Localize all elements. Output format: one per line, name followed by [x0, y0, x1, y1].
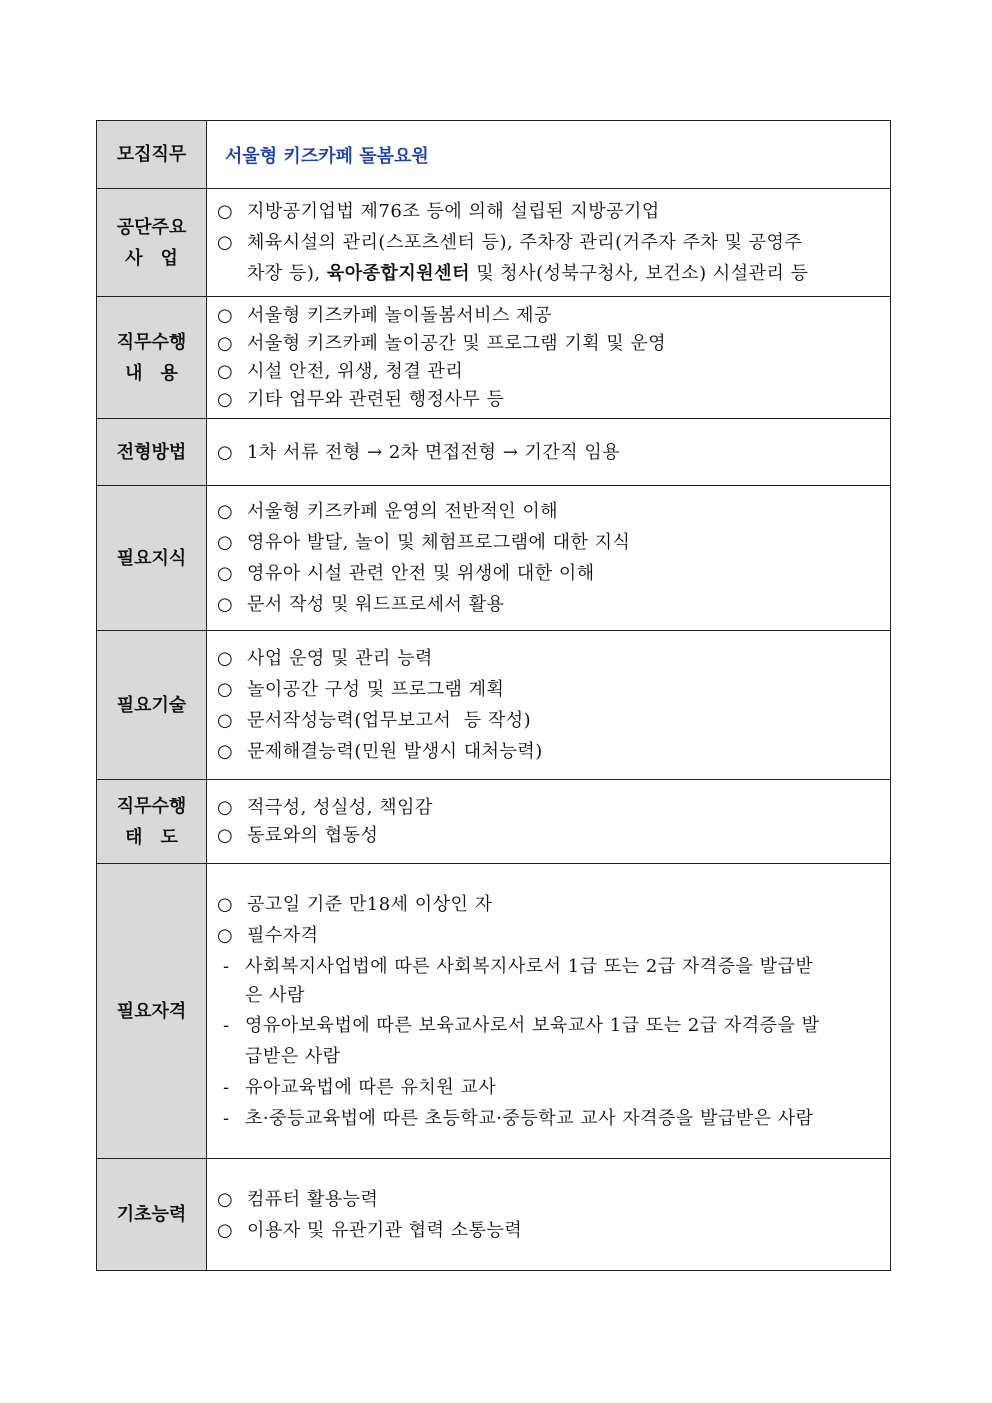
attitude-item: 적극성, 성실성, 책임감: [247, 796, 433, 818]
cell-basic: [207, 1159, 891, 1271]
qualification-sub: 영유아보육법에 따른 보육교사로서 보육교사 1급 또는 2급 자격증을 발: [245, 1014, 820, 1036]
duties-item: 기타 업무와 관련된 행정사무 등: [247, 388, 505, 410]
duties-item: 시설 안전, 위생, 청결 관리: [247, 360, 464, 382]
qualification-sub: 초·중등교육법에 따른 초등학교·중등학교 교사 자격증을 발급받은 사람: [245, 1107, 814, 1129]
header-business-line1: 공단주요: [116, 216, 187, 238]
business-item-1: 지방공기업법 제76조 등에 의해 설립된 지방공기업: [247, 201, 660, 222]
header-qualification: 필요자격: [97, 864, 207, 1159]
cell-selection: [207, 419, 891, 486]
circle-bullet-icon: ○: [217, 388, 234, 410]
duties-item: 서울형 키즈카페 놀이공간 및 프로그램 기획 및 운영: [247, 332, 667, 354]
header-business: [97, 189, 207, 297]
circle-bullet-icon: ○: [217, 1188, 234, 1210]
position-title: 서울형 키즈카페 돌봄요원: [225, 145, 429, 167]
circle-bullet-icon: ○: [217, 201, 234, 222]
list-item-continuation: [217, 258, 880, 289]
list-item: [217, 736, 880, 767]
row-skills: [97, 631, 891, 780]
sub-list-item: [217, 1010, 880, 1041]
row-duties: [97, 297, 891, 419]
list-item: [217, 705, 880, 736]
header-business-line2: 사 업: [125, 247, 178, 269]
header-skills: 필요기술: [97, 631, 207, 780]
list-item: [217, 196, 880, 227]
row-position: [97, 121, 891, 189]
basic-item: 이용자 및 유관기관 협력 소통능력: [247, 1219, 523, 1241]
dash-bullet-icon: -: [223, 1014, 230, 1036]
list-item: [217, 920, 880, 951]
row-qualification: [97, 864, 891, 1159]
list-item: [217, 794, 880, 822]
list-item: [217, 302, 880, 330]
header-basic: 기초능력: [97, 1159, 207, 1271]
list-item: [217, 330, 880, 358]
list-item: [217, 527, 880, 558]
sub-list-item-continuation: [217, 982, 880, 1010]
list-item: [217, 496, 880, 527]
header-duties-line1: 직무수행: [116, 331, 187, 353]
qualification-item: 공고일 기준 만18세 이상인 자: [247, 893, 493, 915]
row-business: [97, 189, 891, 297]
list-item: [217, 674, 880, 705]
knowledge-item: 영유아 발달, 놀이 및 체험프로그램에 대한 지식: [247, 532, 631, 553]
selection-value: 1차 서류 전형 → 2차 면접전형 → 기간직 임용: [247, 441, 621, 463]
knowledge-item: 문서 작성 및 워드프로세서 활용: [247, 594, 505, 615]
circle-bullet-icon: ○: [217, 441, 234, 463]
business-item-2b-bold: 육아종합지원센터: [326, 263, 470, 284]
circle-bullet-icon: ○: [217, 893, 234, 915]
header-attitude-line2: 태 도: [125, 826, 178, 848]
cell-qualification: [207, 864, 891, 1159]
qualification-sub-cont: 은 사람: [245, 984, 305, 1006]
cell-knowledge: [207, 486, 891, 631]
skills-item: 사업 운영 및 관리 능력: [247, 648, 433, 669]
qualification-sub-cont: 급받은 사람: [245, 1045, 341, 1067]
header-position: 모집직무: [97, 121, 207, 189]
skills-item: 놀이공간 구성 및 프로그램 계획: [247, 679, 505, 700]
list-item: [217, 1215, 880, 1246]
recruitment-table: [96, 120, 891, 1271]
circle-bullet-icon: ○: [217, 924, 234, 946]
circle-bullet-icon: ○: [217, 501, 234, 522]
list-item: [217, 822, 880, 850]
sub-list-item: [217, 1072, 880, 1103]
cell-attitude: [207, 780, 891, 864]
cell-position: [207, 121, 891, 189]
circle-bullet-icon: ○: [217, 679, 234, 700]
circle-bullet-icon: ○: [217, 1219, 234, 1241]
row-basic: [97, 1159, 891, 1271]
circle-bullet-icon: ○: [217, 824, 234, 846]
header-duties-line2: 내 용: [125, 362, 178, 384]
row-knowledge: [97, 486, 891, 631]
circle-bullet-icon: ○: [217, 563, 234, 584]
attitude-item: 동료와의 협동성: [247, 824, 379, 846]
business-item-2a: 체육시설의 관리(스포츠센터 등), 주차장 관리(거주자 주차 및 공영주: [247, 232, 803, 253]
circle-bullet-icon: ○: [217, 304, 234, 326]
list-item: [217, 589, 880, 620]
header-knowledge: 필요지식: [97, 486, 207, 631]
qualification-item: 필수자격: [247, 924, 319, 946]
circle-bullet-icon: ○: [217, 532, 234, 553]
list-item: [217, 386, 880, 414]
sub-list-item-continuation: [217, 1041, 880, 1072]
circle-bullet-icon: ○: [217, 648, 234, 669]
duties-item: 서울형 키즈카페 놀이돌봄서비스 제공: [247, 304, 552, 326]
circle-bullet-icon: ○: [217, 594, 234, 615]
circle-bullet-icon: ○: [217, 710, 234, 731]
list-item: [217, 558, 880, 589]
header-selection: 전형방법: [97, 419, 207, 486]
basic-item: 컴퓨터 활용능력: [247, 1188, 379, 1210]
cell-duties: [207, 297, 891, 419]
knowledge-item: 영유아 시설 관련 안전 및 위생에 대한 이해: [247, 563, 595, 584]
list-item: [217, 437, 880, 468]
circle-bullet-icon: ○: [217, 741, 234, 762]
header-attitude: [97, 780, 207, 864]
sub-list-item: [217, 1103, 880, 1134]
row-selection: [97, 419, 891, 486]
list-item: [217, 889, 880, 920]
header-duties: [97, 297, 207, 419]
list-item: [217, 643, 880, 674]
dash-bullet-icon: -: [223, 1076, 230, 1098]
skills-item: 문제해결능력(민원 발생시 대처능력): [247, 741, 543, 762]
skills-item: 문서작성능력(업무보고서 등 작성): [247, 710, 532, 731]
knowledge-item: 서울형 키즈카페 운영의 전반적인 이해: [247, 501, 559, 522]
list-item: [217, 1184, 880, 1215]
circle-bullet-icon: ○: [217, 360, 234, 382]
sub-list-item: [217, 951, 880, 982]
circle-bullet-icon: ○: [217, 332, 234, 354]
dash-bullet-icon: -: [223, 955, 230, 977]
qualification-sub: 사회복지사업법에 따른 사회복지사로서 1급 또는 2급 자격증을 발급받: [245, 955, 814, 977]
circle-bullet-icon: ○: [217, 796, 234, 818]
qualification-sub: 유아교육법에 따른 유치원 교사: [245, 1076, 497, 1098]
header-attitude-line1: 직무수행: [116, 795, 187, 817]
row-attitude: [97, 780, 891, 864]
cell-business: [207, 189, 891, 297]
list-item: [217, 358, 880, 386]
dash-bullet-icon: -: [223, 1107, 230, 1129]
circle-bullet-icon: ○: [217, 232, 234, 253]
business-item-2b-pre: 차장 등),: [247, 263, 327, 284]
list-item: [217, 227, 880, 258]
business-item-2b-post: 및 청사(성북구청사, 보건소) 시설관리 등: [469, 263, 809, 284]
cell-skills: [207, 631, 891, 780]
